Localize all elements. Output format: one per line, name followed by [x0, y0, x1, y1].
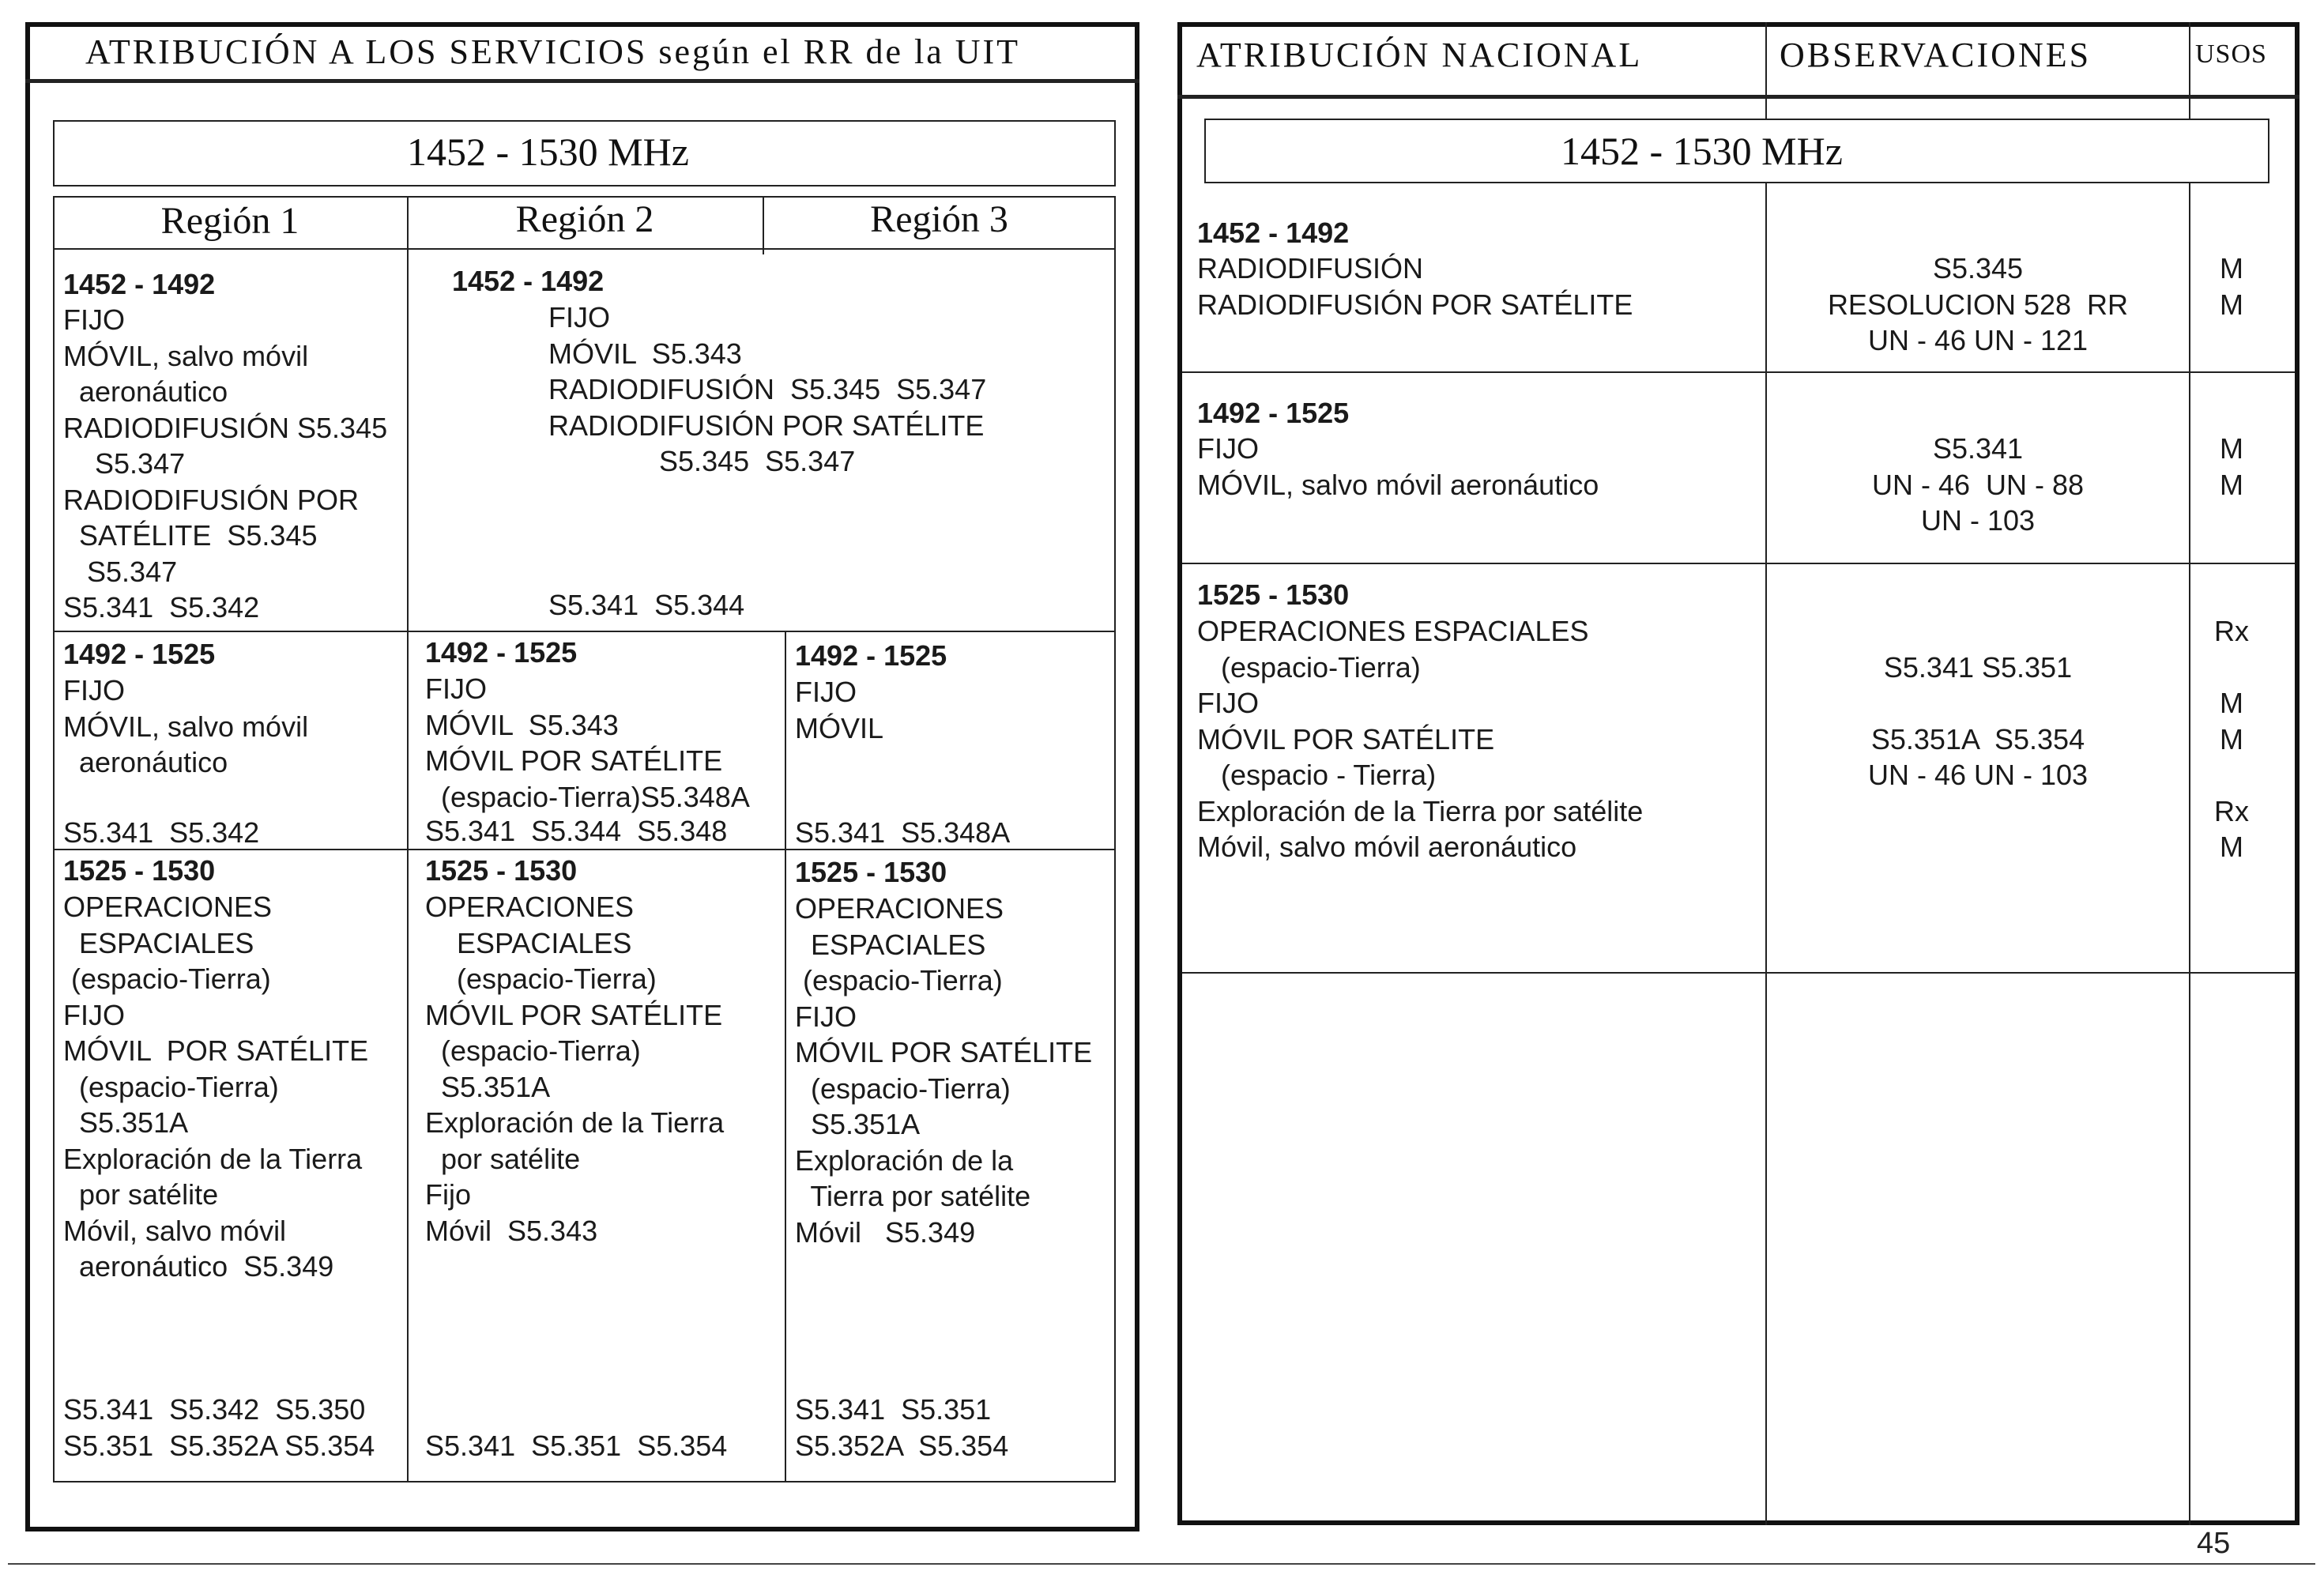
region-1-header: Región 1 — [160, 200, 299, 242]
block1-divider — [53, 631, 1116, 632]
block2-divider-1 — [407, 631, 409, 1482]
block2-r3-band: 1492 - 1525 — [795, 639, 947, 672]
right-row3-band: 1525 - 1530 — [1197, 578, 1350, 611]
block3-r3-services: OPERACIONES ESPACIALES (espacio-Tierra) FIJO MÓVIL POR SATÉLITE (espacio-Tierra) S5.351A Exploración de la Tierra por satélite Móvil S5.349 — [795, 892, 1093, 1249]
col-observations-header: OBSERVACIONES — [1780, 36, 2092, 74]
col-usos-header: USOS — [2195, 40, 2267, 69]
region-divider-1 — [407, 196, 409, 631]
block2-r1-band: 1492 - 1525 — [63, 638, 216, 670]
block3-r3-footnotes: S5.341 S5.351 S5.352A S5.354 — [795, 1393, 1009, 1462]
right-row2-divider — [1182, 563, 2295, 564]
right-row3-services: OPERACIONES ESPACIALES (espacio-Tierra) FIJO MÓVIL POR SATÉLITE (espacio - Tierra) Exploración de la Tierra por satélite Móvil, salvo móvil aeronáutico — [1197, 615, 1644, 863]
region-header-divider — [53, 248, 1116, 250]
block1-r23-services: FIJO MÓVIL S5.343 RADIODIFUSIÓN S5.345 S5.347 RADIODIFUSIÓN POR SATÉLITE S5.345 S5.347 — [548, 301, 987, 477]
right-row2-band: 1492 - 1525 — [1197, 397, 1350, 429]
block3-r1-band: 1525 - 1530 — [63, 854, 216, 887]
block3-r1-services: OPERACIONES ESPACIALES (espacio-Tierra) FIJO MÓVIL POR SATÉLITE (espacio-Tierra) S5.351A Exploración de la Tierra por satélite Móvil, salvo móvil aeronáutico S5.349 — [63, 891, 369, 1283]
left-range-title: 1452 - 1530 MHz — [407, 130, 689, 174]
right-row1-usos: M M — [2220, 252, 2243, 321]
left-title-divider — [25, 79, 1139, 83]
block2-r1-footnotes: S5.341 S5.342 — [63, 816, 260, 849]
block1-r1-services: FIJO MÓVIL, salvo móvil aeronáutico RADIODIFUSIÓN S5.345 S5.347 RADIODIFUSIÓN POR SATÉLITE S5.345 S5.347 S5.341 S5.342 — [63, 303, 388, 624]
col-national-header: ATRIBUCIÓN NACIONAL — [1196, 36, 1643, 74]
right-row1-observations: S5.345 RESOLUCION 528 RR UN - 46 UN - 121 — [1827, 252, 2129, 356]
block2-divider-2 — [785, 631, 786, 1482]
right-row1-band: 1452 - 1492 — [1197, 217, 1350, 249]
block3-r1-footnotes: S5.341 S5.342 S5.350 S5.351 S5.352A S5.354 — [63, 1393, 375, 1462]
left-panel-title: ATRIBUCIÓN A LOS SERVICIOS según el RR de la UIT — [85, 32, 1021, 71]
block2-r2-band: 1492 - 1525 — [425, 636, 578, 669]
block1-r23-footnotes: S5.341 S5.344 — [548, 589, 745, 621]
block2-r3-services: FIJO MÓVIL — [795, 676, 884, 744]
region-3-header: Región 3 — [870, 198, 1008, 240]
block3-r2-band: 1525 - 1530 — [425, 854, 578, 887]
block2-r2-services: FIJO MÓVIL S5.343 MÓVIL POR SATÉLITE (espacio-Tierra)S5.348A — [425, 672, 750, 813]
block3-r3-band: 1525 - 1530 — [795, 856, 947, 888]
right-row3-divider — [1182, 972, 2295, 974]
block1-r1-band: 1452 - 1492 — [63, 268, 216, 300]
right-row3-usos: Rx M M Rx M — [2214, 615, 2249, 863]
right-range-title: 1452 - 1530 MHz — [1561, 129, 1843, 173]
right-row2-observations: S5.341 UN - 46 UN - 88 UN - 103 — [1871, 432, 2085, 537]
right-row2-usos: M M — [2220, 432, 2243, 501]
block3-r2-footnotes: S5.341 S5.351 S5.354 — [425, 1430, 728, 1462]
right-row3-observations: S5.341 S5.351 S5.351A S5.354 UN - 46 UN - 103 — [1867, 650, 2089, 791]
right-header-divider — [1177, 95, 2300, 99]
right-row1-services: RADIODIFUSIÓN RADIODIFUSIÓN POR SATÉLITE — [1197, 252, 1633, 321]
right-row2-services: FIJO MÓVIL, salvo móvil aeronáutico — [1197, 432, 1599, 501]
region-2-header: Región 2 — [515, 198, 654, 240]
right-row1-divider — [1182, 371, 2295, 373]
block2-r2-footnotes: S5.341 S5.344 S5.348 — [425, 815, 728, 847]
block2-r1-services: FIJO MÓVIL, salvo móvil aeronáutico — [63, 674, 309, 778]
block1-r23-band: 1452 - 1492 — [452, 265, 605, 297]
page-bottom-rule — [8, 1563, 2315, 1565]
page-number: 45 — [2197, 1527, 2231, 1560]
block3-r2-services: OPERACIONES ESPACIALES (espacio-Tierra) MÓVIL POR SATÉLITE (espacio-Tierra) S5.351A Exploración de la Tierra por satélite Fijo Móvil S5.343 — [425, 891, 725, 1247]
block2-r3-footnotes: S5.341 S5.348A — [795, 816, 1011, 849]
